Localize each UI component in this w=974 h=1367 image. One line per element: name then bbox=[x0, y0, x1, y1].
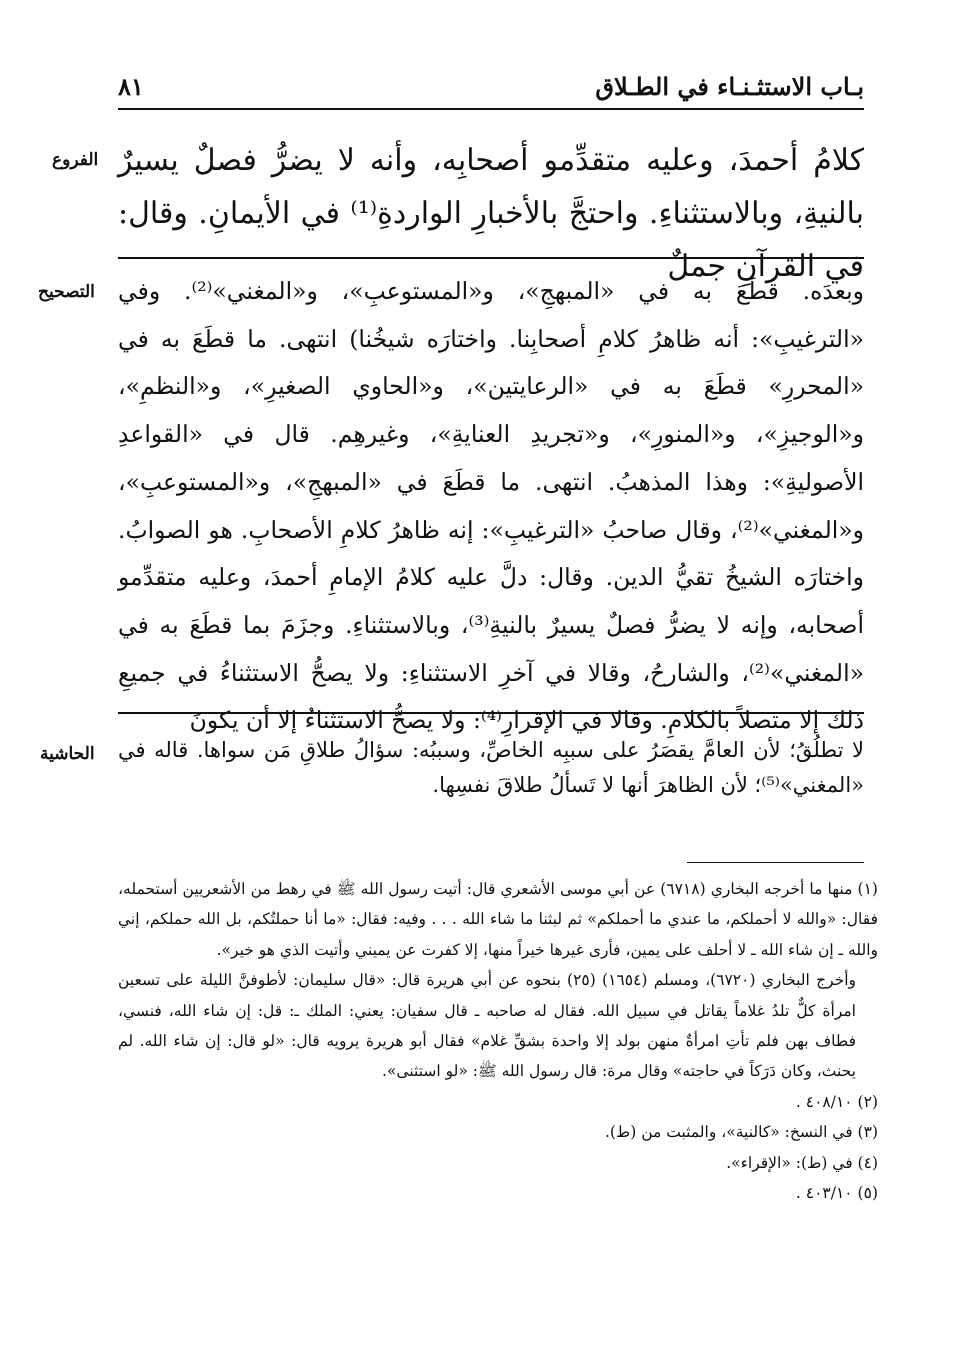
tashih-text: وبعدَه. قطَعَ به في «المبهجِ»، و«المستوعبِ»، و«المغني»⁽²⁾. وفي «الترغيبِ»: أنه ظاهرُ كلامِ أصحابِنا. واختارَه شيخُنا) انتهى. ما قطَعَ به في «المحررِ» قطَعَ به في «الرعايتين»، و«الحاوي الصغيرِ»، و«النظمِ»، و«الوجيزِ»، و«المنورِ»، و«تجريدِ العنايةِ»، وغيرهِم. قال في «القواعدِ الأصوليةِ»: وهذا المذهبُ. انتهى. ما قطَعَ في «المبهجِ»، و«المستوعبِ»، و«المغني»⁽²⁾، وقال صاحبُ «الترغيبِ»: إنه ظاهرُ كلامِ الأصحابِ. هو الصوابُ. واختارَه الشيخُ تقيُّ الدين. وقال: دلَّ عليه كلامُ الإمامِ أحمدَ، وعليه متقدِّمو أصحابه، وإنه لا يضرُّ فصلٌ يسيرٌ بالنيةِ⁽³⁾، وبالاستثناءِ. وجزَمَ بما قطَعَ به في «المغني»⁽²⁾، والشارحُ، وقالا في آخرِ الاستثناءِ: ولا يصحُّ الاستثناءُ في جميعِ ذلك إلا متصلاً بالكلامِ. وقالا في الإقرارِ⁽⁴⁾: ولا يصحُّ الاستثناءُ إلا أن يكونَ bbox=[118, 277, 864, 735]
tashih-section bbox=[118, 268, 864, 745]
hashiya-text: لا تطلُقُ؛ لأن العامَّ يقصَرُ على سببِه الخاصِّ، وسببُه: سؤالُ طلاقِ مَن سواها. قاله في «المغني»⁽⁵⁾؛ لأن الظاهرَ أنها لا تَسألُ طلاقَ نفسِها. bbox=[118, 738, 864, 797]
footnote-rule bbox=[687, 862, 864, 863]
chapter-title: بـاب الاستثـنـاء في الطـلاق bbox=[595, 72, 864, 101]
running-header bbox=[118, 70, 864, 106]
footnote-3: (٣) في النسخ: «كالنية»، والمثبت من (ط). bbox=[604, 1123, 878, 1142]
furu-text: كلامُ أحمدَ، وعليه متقدِّمو أصحابِه، وأنه لا يضرُّ فصلٌ يسيرٌ بالنيةِ، وبالاستثناءِ. واحتجَّ بالأخبارِ الواردةِ⁽¹⁾ في الأيمانِ. وقال: في القرآنِ جملٌ bbox=[118, 143, 865, 284]
footnote-4: (٤) في (ط): «الإقراء». bbox=[726, 1153, 878, 1172]
footnote-2: (٢) ٤٠٨/١٠ . bbox=[795, 1092, 878, 1111]
hashiya-section bbox=[118, 733, 864, 803]
footnote-1: (١) منها ما أخرجه البخاري (٦٧١٨) عن أبي موسى الأشعري قال: أتيت رسول الله ﷺ في رهط من الأشعريين أستحمله، فقال: «والله لا أحملكم، ما عندي ما أحملكم» ثم لبثنا ما شاء الله . . . وفيه: فقال: «ما أنا حملتُكم، بل الله حملكم، إني والله ـ إن شاء الله ـ لا أحلف على يمين، فأرى غيرها خيراً منها، إلا كفرت عن يميني وأتيت الذي هو خير». bbox=[118, 880, 878, 959]
section-divider bbox=[118, 257, 864, 259]
footnotes bbox=[118, 874, 878, 1208]
header-rule bbox=[118, 108, 864, 110]
footnote-5: (٥) ٤٠٣/١٠ . bbox=[795, 1184, 878, 1203]
footnote-1-continued: وأخرج البخاري (٦٧٢٠)، ومسلم (١٦٥٤) (٢٥) بنحوه عن أبي هريرة قال: «قال سليمان: لأطوفنَّ الليلة على تسعين امرأة كلٌّ تلدُ غلاماً يقاتل في سبيل الله. فقال له صاحبه ـ قال سفيان: يعني: الملك ـ: قل: إن شاء الله، فنسي، فطاف بهن فلم تأتِ امرأةٌ منهن بولد إلا واحدة بشقِّ غلام» فقال أبو هريرة يرويه قال: «لو قال: إن شاء الله. لم يحنث، وكان دَرَكاً في حاجته» وقال مرة: قال رسول الله ﷺ: «لو استثنى». bbox=[118, 971, 857, 1081]
hashiya-label: الحاشية bbox=[40, 744, 95, 764]
tashih-label: التصحيح bbox=[38, 282, 95, 302]
page-number: ٨١ bbox=[118, 72, 144, 101]
furu-label: الفروع bbox=[52, 150, 99, 170]
section-divider bbox=[118, 712, 864, 714]
